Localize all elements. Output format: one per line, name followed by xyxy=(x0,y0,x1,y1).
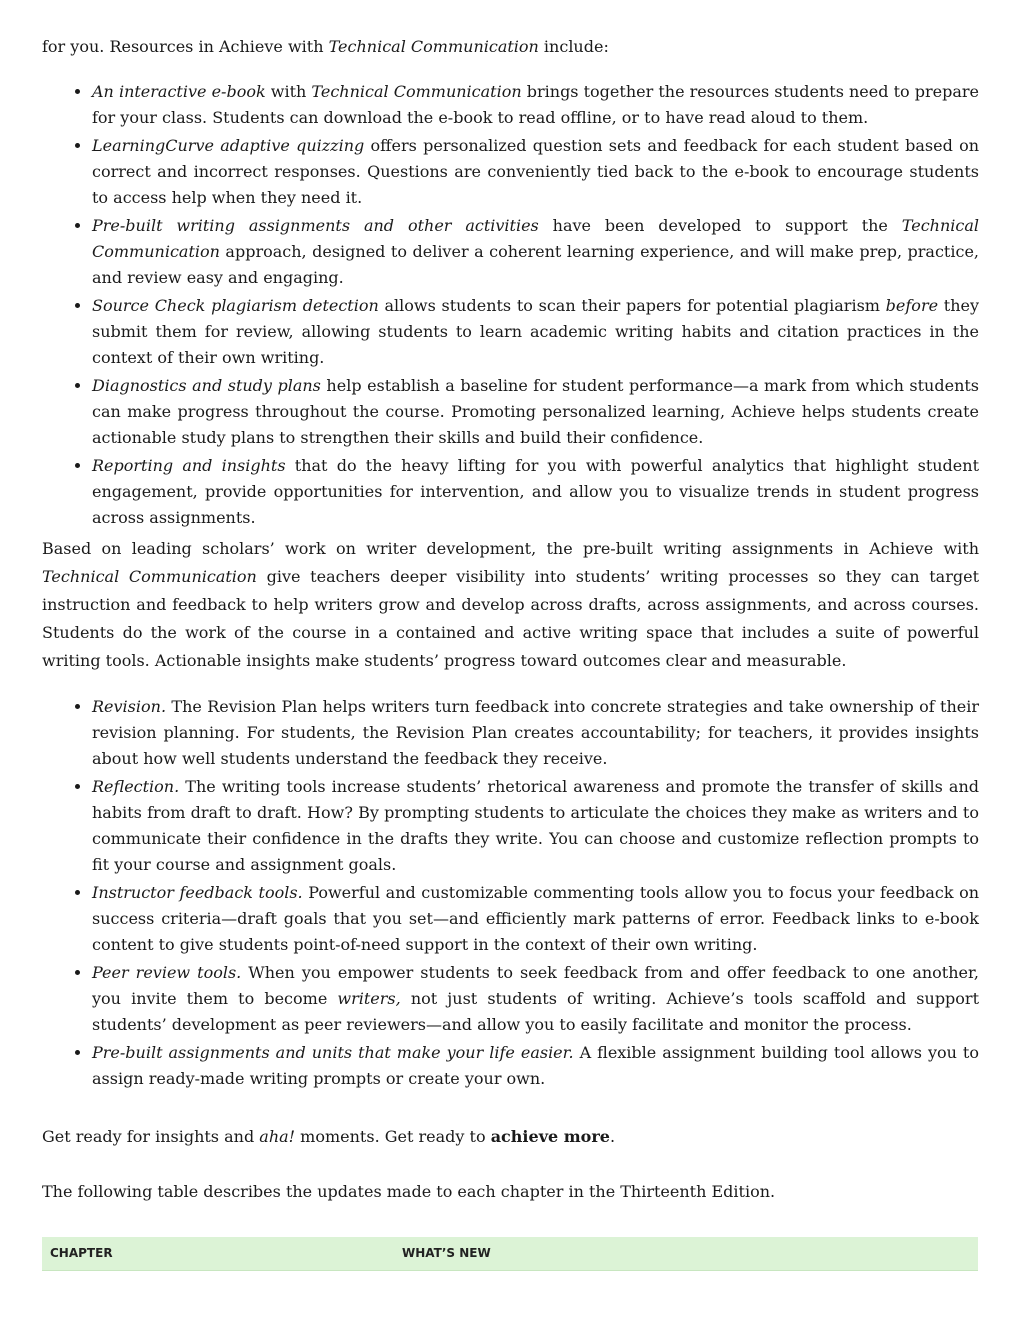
list-item: • LearningCurve adaptive quizzing offers personalized question sets and feedback for each student based on correct and incorrect responses. Questions are conveniently tied back to the e-book to encourage students to access help when they need it. xyxy=(92,133,979,211)
list-item: • Pre-built writing assignments and other activities have been developed to support the Technical Communication approach, designed to deliver a coherent learning experience, and will make prep, practice, and review easy and engaging. xyxy=(92,213,979,291)
closing-paragraph: Get ready for insights and aha! moments. Get ready to achieve more. xyxy=(42,1127,616,1146)
list-item: • Peer review tools. When you empower students to seek feedback from and offer feedback to one another, you invite them to become writers, not just students of writing. Achieve’s tools scaffold and support students’ development as peer reviewers—and allow you to easily facilitate and monitor the process. xyxy=(92,960,979,1038)
column-header-chapter: CHAPTER xyxy=(50,1246,113,1260)
book-title: Technical Communication xyxy=(328,37,539,56)
column-header-whats-new: WHAT’S NEW xyxy=(402,1246,491,1260)
list-item: • Reporting and insights that do the heavy lifting for you with powerful analytics that highlight student engagement, provide opportunities for intervention, and allow you to visualize trends in student progress across assignments. xyxy=(92,453,979,531)
list-item: • Source Check plagiarism detection allows students to scan their papers for potential plagiarism before they submit them for review, allowing students to learn academic writing habits and citation practices in the context of their own writing. xyxy=(92,293,979,371)
intro-text-end: include: xyxy=(538,37,609,56)
list-item: • Revision. The Revision Plan helps writers turn feedback into concrete strategies and take ownership of their revision planning. For students, the Revision Plan creates accountability; for teachers, it provides insights about how well students understand the feedback they receive. xyxy=(92,694,979,772)
list-item: • An interactive e-book with Technical Communication brings together the resources students need to prepare for your class. Students can download the e-book to read offline, or to have read aloud to them. xyxy=(92,79,979,131)
intro-text: for you. Resources in Achieve with xyxy=(42,37,329,56)
achieve-more-emphasis: achieve more xyxy=(490,1127,610,1146)
updates-table-header xyxy=(42,1237,978,1271)
writing-tools-list xyxy=(42,694,979,1094)
list-item: • Diagnostics and study plans help establish a baseline for student performance—a mark from which students can make progress throughout the course. Promoting personalized learning, Achieve helps students create actionable study plans to strengthen their skills and build their confidence. xyxy=(92,373,979,451)
resources-list xyxy=(42,79,979,533)
body-paragraph: Based on leading scholars’ work on writer development, the pre-built writing assignments in Achieve with Technical Communication give teachers deeper visibility into students’ writing processes so they can target instruction and feedback to help writers grow and develop across drafts, across assignments, and across courses. Students do the work of the course in a contained and active writing space that includes a suite of powerful writing tools. Actionable insights make students’ progress toward outcomes clear and measurable. xyxy=(42,539,979,670)
list-item: • Reflection. The writing tools increase students’ rhetorical awareness and promote the transfer of skills and habits from draft to draft. How? By prompting students to articulate the choices they make as writers and to communicate their confidence in the drafts they write. You can choose and customize reflection prompts to fit your course and assignment goals. xyxy=(92,774,979,878)
table-intro: The following table describes the updates made to each chapter in the Thirteenth Edition. xyxy=(42,1182,776,1201)
intro-paragraph xyxy=(42,34,979,60)
list-item: • Instructor feedback tools. Powerful and customizable commenting tools allow you to focus your feedback on success criteria—draft goals that you set—and efficiently mark patterns of error. Feedback links to e-book content to give students point-of-need support in the context of their own writing. xyxy=(92,880,979,958)
list-item: • Pre-built assignments and units that make your life easier. A flexible assignment building tool allows you to assign ready-made writing prompts or create your own. xyxy=(92,1040,979,1092)
